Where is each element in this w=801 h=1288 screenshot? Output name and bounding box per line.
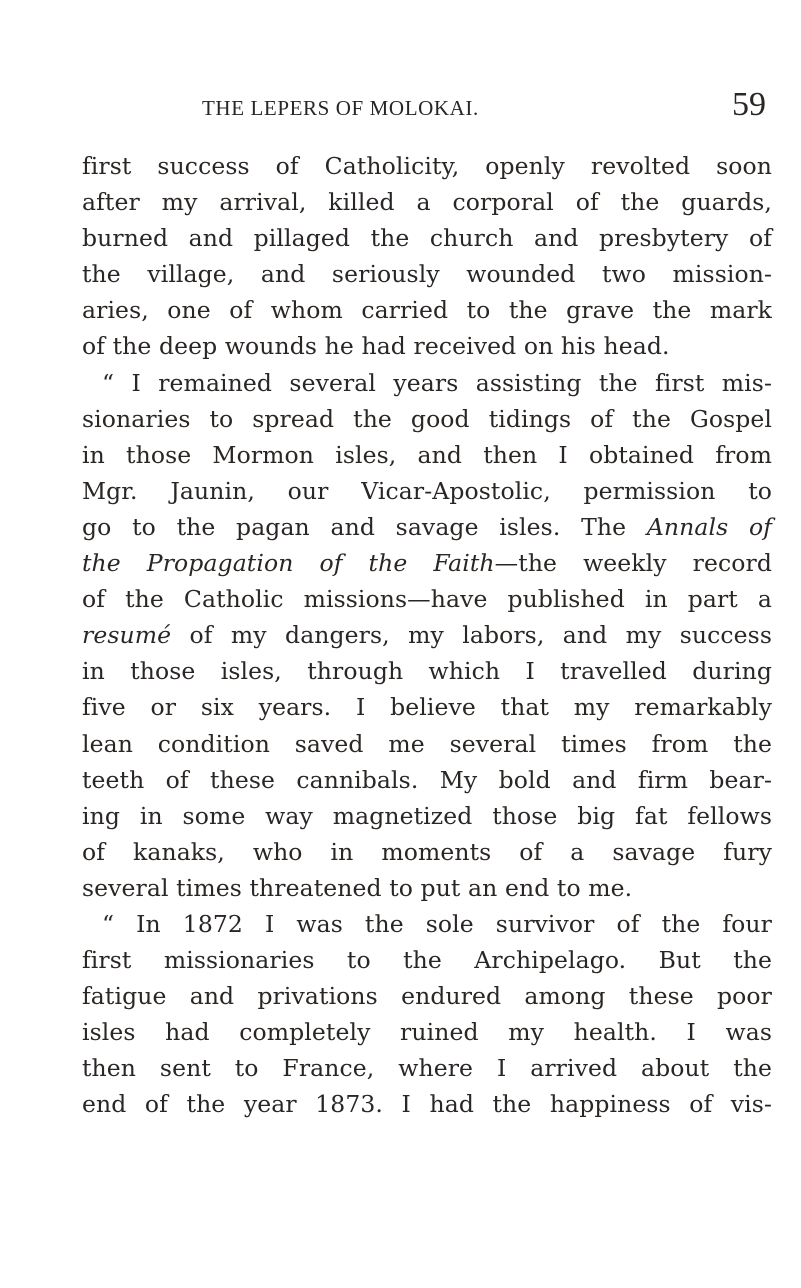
text-segment: go to the pagan and savage isles. [82, 512, 561, 541]
text-line: “ I remained several years assisting the first mis- [102, 368, 772, 397]
text-line: in those Mormon isles, and then I obtained from [82, 440, 772, 469]
text-segment: —the weekly record [494, 549, 772, 578]
italic-word: resumé [82, 621, 172, 650]
text-line: first missionaries to the Archipelago. But the [82, 946, 772, 975]
text-line: then sent to France, where I arrived about the [82, 1054, 772, 1083]
text-line: in those isles, through which I travelled during [82, 657, 772, 686]
running-head-title: THE LEPERS OF MOLOKAI. [202, 96, 479, 120]
text-line: first success of Catholicity, openly revolted soon [82, 152, 772, 180]
text-line: of the deep wounds he had received on his head. [82, 332, 670, 361]
text-line: sionaries to spread the good tidings of the Gospel [82, 404, 772, 433]
text-line: “ In 1872 I was the sole survivor of the four [102, 909, 772, 938]
text-line: five or six years. I believe that my remarkably [82, 693, 772, 722]
text-segment: of my dangers, my labors, and my success [189, 621, 772, 650]
text-line: Mgr. Jaunin, our Vicar-Apostolic, permission to [82, 476, 772, 505]
text-line: of the Catholic missions—have published in part a [82, 585, 772, 614]
text-line: the village, and seriously wounded two mission- [82, 260, 772, 289]
running-head [82, 86, 766, 132]
text-line: end of the year 1873. I had the happiness of vis- [82, 1090, 772, 1119]
text-line [82, 509, 772, 545]
text-line: teeth of these cannibals. My bold and firm bear- [82, 765, 772, 794]
text-line: aries, one of whom carried to the grave the mark [82, 296, 772, 325]
italic-title: Annals of [646, 512, 773, 541]
text-line [82, 617, 772, 653]
text-segment: The [581, 512, 627, 541]
text-line: fatigue and privations endured among these poor [82, 982, 772, 1011]
text-line [82, 545, 772, 581]
italic-title: the Propagation of the Faith [82, 549, 495, 578]
text-line: several times threatened to put an end to me. [82, 873, 633, 902]
text-line: lean condition saved me several times from the [82, 729, 772, 758]
text-line: of kanaks, who in moments of a savage fury [82, 837, 772, 866]
page-number: 59 [732, 86, 766, 123]
text-line: burned and pillaged the church and presbytery of [82, 224, 772, 253]
text-line: isles had completely ruined my health. I was [82, 1018, 772, 1047]
body-text [82, 148, 772, 1123]
text-line: after my arrival, killed a corporal of the guards, [82, 188, 772, 217]
text-line: ing in some way magnetized those big fat fellows [82, 801, 772, 830]
